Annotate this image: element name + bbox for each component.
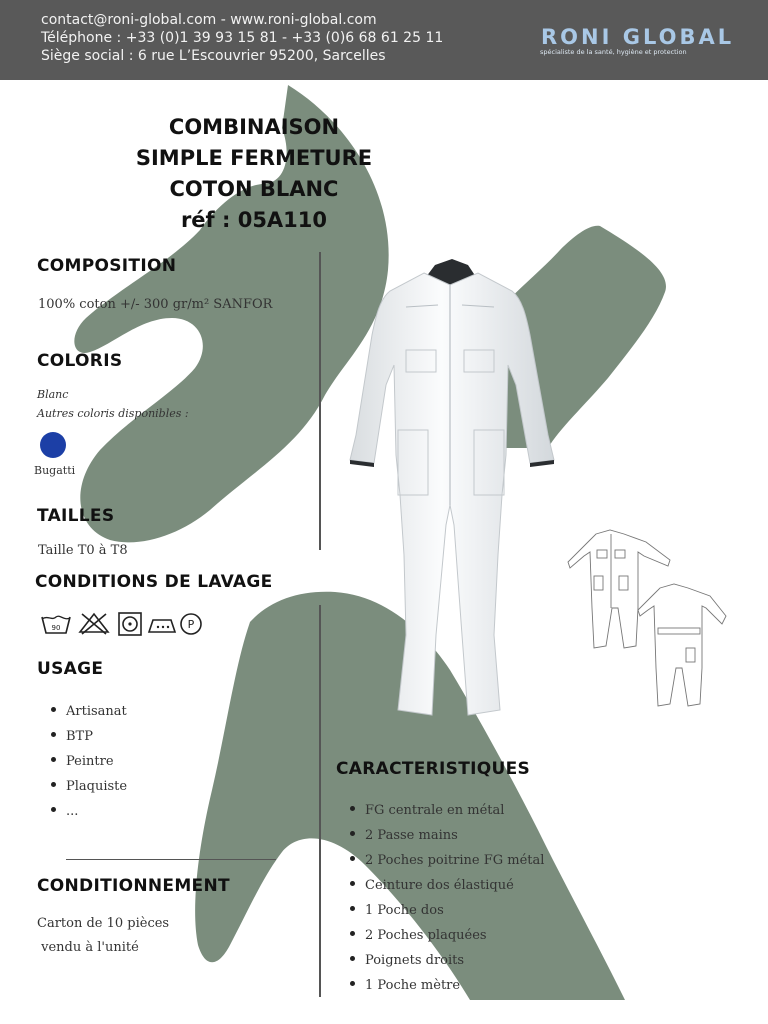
tailles-heading: TAILLES xyxy=(37,506,115,526)
title-line-4: réf : 05A110 xyxy=(180,208,328,232)
list-item: 1 Poche dos xyxy=(350,898,544,923)
list-item: Plaquiste xyxy=(51,774,127,799)
color-swatch-bugatti xyxy=(40,432,66,458)
list-item: Ceinture dos élastiqué xyxy=(350,873,544,898)
list-item: Peintre xyxy=(51,749,127,774)
dry-clean-p-icon xyxy=(181,614,201,634)
caracteristiques-list xyxy=(350,798,544,998)
vertical-divider-bottom xyxy=(319,605,321,997)
title-line-3: COTON BLANC xyxy=(169,177,339,201)
list-item: Artisanat xyxy=(51,699,127,724)
header-address: Siège social : 6 rue L’Escouvrier 95200, Sarcelles xyxy=(41,48,386,64)
conditionnement-line-2: vendu à l'unité xyxy=(37,940,139,955)
title-line-2: SIMPLE FERMETURE xyxy=(135,146,373,170)
brand-tagline: spécialiste de la santé, hygiène et protection xyxy=(540,48,687,56)
conditionnement-line-1: Carton de 10 pièces xyxy=(37,916,170,931)
product-title xyxy=(100,112,408,236)
usage-list xyxy=(51,699,127,824)
dry-clean-letter: P xyxy=(187,618,195,631)
list-item: 2 Passe mains xyxy=(350,823,544,848)
composition-text: 100% coton +/- 300 gr/m² SANFOR xyxy=(38,297,273,312)
drawing-back xyxy=(638,584,726,706)
iron-icon xyxy=(149,620,175,632)
list-item: FG centrale en métal xyxy=(350,798,544,823)
list-item: BTP xyxy=(51,724,127,749)
list-item: 2 Poches plaquées xyxy=(350,923,544,948)
conditionnement-heading: CONDITIONNEMENT xyxy=(37,876,230,896)
horizontal-divider xyxy=(66,859,276,860)
composition-heading: COMPOSITION xyxy=(37,256,177,276)
header-contact: contact@roni-global.com - www.roni-global.com xyxy=(41,12,377,28)
tumble-dry-icon xyxy=(119,613,141,635)
product-image-coverall xyxy=(340,255,562,725)
lavage-heading: CONDITIONS DE LAVAGE xyxy=(35,572,273,592)
care-symbols xyxy=(40,610,210,638)
coloris-other-label: Autres coloris disponibles : xyxy=(37,407,189,420)
list-item: Poignets droits xyxy=(350,948,544,973)
usage-heading: USAGE xyxy=(37,659,104,679)
vertical-divider-top xyxy=(319,252,321,550)
swatch-label: Bugatti xyxy=(34,464,76,477)
technical-drawings xyxy=(566,528,730,708)
list-item: ... xyxy=(51,799,127,824)
coloris-heading: COLORIS xyxy=(37,351,123,371)
wash-temp-label: 90 xyxy=(51,624,61,632)
caracteristiques-heading: CARACTERISTIQUES xyxy=(336,759,531,779)
title-line-1: COMBINAISON xyxy=(168,115,340,139)
list-item: 1 Poche mètre xyxy=(350,973,544,998)
wash-90-icon xyxy=(42,616,70,633)
header-phone: Téléphone : +33 (0)1 39 93 15 81 - +33 (0)6 68 61 25 11 xyxy=(41,30,444,46)
coloris-main: Blanc xyxy=(37,388,69,401)
tailles-text: Taille T0 à T8 xyxy=(38,543,128,558)
no-bleach-icon xyxy=(80,614,108,634)
list-item: 2 Poches poitrine FG métal xyxy=(350,848,544,873)
brand-logo: RONI GLOBAL xyxy=(541,25,735,49)
